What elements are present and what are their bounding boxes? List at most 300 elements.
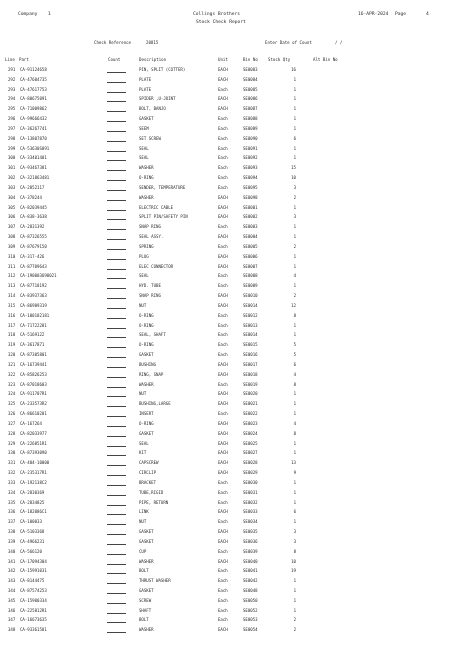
count-entry-line[interactable] [107,328,126,329]
unit-of-measure: EACH [218,253,228,259]
unit-of-measure: Each [218,283,228,289]
part-description: CIRCLIP [139,470,157,476]
count-entry-line[interactable] [107,278,126,279]
count-entry-line[interactable] [107,357,126,358]
bin-number: SE0095 [243,184,258,190]
count-entry-line[interactable] [107,396,126,397]
line-number: 292 [8,76,16,82]
part-description: NUT [139,519,147,525]
unit-of-measure: EACH [218,293,228,299]
part-description: GASKET [139,430,154,436]
unit-of-measure: EACH [218,391,228,397]
count-entry-line[interactable] [107,121,126,122]
line-number: 309 [8,243,16,249]
count-entry-line[interactable] [107,583,126,584]
stock-quantity: 1 [293,401,296,407]
unit-of-measure: Each [218,587,228,593]
line-number: 293 [8,86,16,92]
unit-of-measure: Each [218,322,228,328]
count-entry-line[interactable] [107,593,126,594]
part-description: WASHER [139,165,154,171]
line-number: 311 [8,263,16,269]
bin-number: SE0018 [243,371,258,377]
line-number: 315 [8,302,16,308]
stock-quantity: 1 [293,86,296,92]
part-description: O-RING [139,312,154,318]
count-entry-line[interactable] [107,524,126,525]
table-row [0,370,469,380]
bin-number: SE0091 [243,145,258,151]
count-entry-line[interactable] [107,288,126,289]
unit-of-measure: Each [218,597,228,603]
count-entry-line[interactable] [107,318,126,319]
count-entry-line[interactable] [107,249,126,250]
count-entry-line[interactable] [107,514,126,515]
bin-number: SE0004 [243,234,258,240]
unit-of-measure: Each [218,489,228,495]
line-number: 296 [8,116,16,122]
part-number: CA-87305801 [20,352,47,358]
table-row [0,360,469,370]
line-number: 317 [8,322,16,328]
unit-of-measure: EACH [218,214,228,220]
stock-quantity: 13 [291,460,296,466]
stock-quantity: 1 [293,440,296,446]
count-entry-line[interactable] [107,131,126,132]
table-row [0,537,469,547]
part-description: BUSHING,LARGE [139,401,171,407]
part-number: CA-167264 [20,420,42,426]
part-number: CA-15991031 [20,568,47,574]
part-description: BOLT [139,568,149,574]
stock-quantity: 10 [291,558,296,564]
part-number: CA-86610201 [20,411,47,417]
table-row [0,183,469,193]
bin-number: SE0054 [243,627,258,633]
unit-of-measure: EACH [218,302,228,308]
part-description: SPLIT PIN/SAFETY PIN [139,214,188,220]
unit-of-measure: Each [218,617,228,623]
date-entry-placeholder: / / [335,40,343,45]
unit-of-measure: Each [218,155,228,161]
count-entry-line[interactable] [107,72,126,73]
count-entry-line[interactable] [107,613,126,614]
count-entry-line[interactable] [107,259,126,260]
part-number: CA-16673635 [20,617,47,623]
unit-of-measure: Each [218,145,228,151]
unit-of-measure: Each [218,499,228,505]
count-entry-line[interactable] [107,82,126,83]
stock-quantity: 8 [293,381,296,387]
unit-of-measure: Each [218,184,228,190]
part-number: CA-2834825 [20,499,45,505]
table-row [0,488,469,498]
part-number: CA-13807870 [20,135,47,141]
line-number: 341 [8,558,16,564]
table-row [0,134,469,144]
count-entry-line[interactable] [107,632,126,633]
count-entry-line[interactable] [107,406,126,407]
report-date: 16-APR-2024 [358,12,389,17]
line-number: 302 [8,175,16,181]
stock-quantity: 1 [293,234,296,240]
line-number: 314 [8,293,16,299]
stock-quantity: 2 [293,627,296,633]
check-reference-label: Check Reference [94,40,131,45]
part-description: RING, SNAP [139,371,164,377]
part-description: GASKET [139,587,154,593]
line-number: 321 [8,361,16,367]
part-description: CAPSCREW [139,460,159,466]
count-entry-line[interactable] [107,160,126,161]
count-entry-line[interactable] [107,101,126,102]
part-description: SHAFT [139,607,152,613]
part-description: WASHER [139,194,154,200]
part-number: CA-47617753 [20,86,47,92]
table-row [0,350,469,360]
bin-number: SE0027 [243,450,258,456]
part-description: INSERT [139,411,154,417]
count-entry-line[interactable] [107,475,126,476]
count-entry-line[interactable] [107,485,126,486]
count-entry-line[interactable] [107,465,126,466]
table-row [0,419,469,429]
unit-of-measure: EACH [218,371,228,377]
line-number: 300 [8,155,16,161]
stock-quantity: 1 [293,587,296,593]
bin-number: SE0017 [243,361,258,367]
table-row [0,271,469,281]
bin-number: SE0032 [243,499,258,505]
table-row [0,173,469,183]
report-title: Stock Check Report [196,20,246,25]
stock-quantity: 1 [293,224,296,230]
count-entry-line[interactable] [107,170,126,171]
bin-number: SE0088 [243,116,258,122]
stock-quantity: 6 [293,361,296,367]
company-number: 1 [48,12,51,17]
part-number: CA-566120 [20,548,42,554]
count-entry-line[interactable] [107,347,126,348]
part-description: O-RING [139,342,154,348]
part-description: HYD. TUBE [139,283,161,289]
table-row [0,163,469,173]
stock-quantity: 3 [293,538,296,544]
count-entry-line[interactable] [107,377,126,378]
part-number: CA-233573R2 [20,401,47,407]
bin-number: SE0042 [243,578,258,584]
part-number: CA-53630S891 [20,145,50,151]
unit-of-measure: EACH [218,627,228,633]
unit-of-measure: EACH [218,194,228,200]
line-number: 295 [8,106,16,112]
line-number: 308 [8,234,16,240]
part-number: CA-87709643 [20,263,47,269]
bin-number: SE0012 [243,312,258,318]
stock-quantity: 1 [293,499,296,505]
bin-number: SE0006 [243,253,258,259]
part-number: CA-2830369 [20,489,45,495]
line-number: 310 [8,253,16,259]
count-entry-line[interactable] [107,544,126,545]
table-row [0,448,469,458]
part-description: SEAL [139,145,149,151]
stock-quantity: 10 [291,175,296,181]
count-entry-line[interactable] [107,495,126,496]
count-entry-line[interactable] [107,151,126,152]
count-entry-line[interactable] [107,416,126,417]
bin-number: SE0039 [243,548,258,554]
unit-of-measure: Each [218,165,228,171]
table-row [0,340,469,350]
bin-number: SE0015 [243,342,258,348]
unit-of-measure: EACH [218,470,228,476]
stock-quantity: 2 [293,243,296,249]
table-row [0,212,469,222]
part-description: SNAP RING [139,293,161,299]
count-entry-line[interactable] [107,446,126,447]
part-number: CA-85826253 [20,371,47,377]
table-row [0,75,469,85]
part-number: CA-100182181 [20,312,50,318]
part-number: CA-15900334 [20,597,47,603]
count-entry-line[interactable] [107,367,126,368]
unit-of-measure: EACH [218,450,228,456]
part-number: CA-5103368 [20,529,45,534]
part-number: CA-190003698021 [20,273,57,279]
unit-of-measure: Each [218,86,228,92]
line-number: 304 [8,194,16,200]
count-entry-line[interactable] [107,180,126,181]
part-number: CA-87679150 [20,243,47,249]
unit-of-measure: Each [218,224,228,230]
check-reference-value: 20815 [146,40,159,45]
unit-of-measure: EACH [218,401,228,407]
line-number: 338 [8,529,16,534]
stock-quantity: 5 [293,342,296,348]
part-number: CA-2852117 [20,184,45,190]
count-entry-line[interactable] [107,200,126,201]
bin-number: SE0003 [243,224,258,230]
line-number: 319 [8,342,16,348]
table-row [0,399,469,409]
bin-number: SE0021 [243,401,258,407]
part-description: BOLT, BANJO [139,106,166,112]
part-number: CA-87574253 [20,587,47,593]
count-entry-line[interactable] [107,269,126,270]
part-number: CA-91124658 [20,67,47,72]
stock-quantity: 1 [293,607,296,613]
part-description: SNAP RING [139,224,161,230]
stock-quantity: 6 [293,509,296,515]
part-number: CA-93361581 [20,627,47,633]
count-entry-line[interactable] [107,337,126,338]
stock-quantity: 2 [293,617,296,623]
count-entry-line[interactable] [107,603,126,604]
page-number: 4 [426,12,429,17]
line-number: 333 [8,479,16,485]
count-entry-line[interactable] [107,534,126,535]
bin-number: SE0031 [243,489,258,495]
line-number: 332 [8,470,16,476]
table-row [0,301,469,311]
line-number: 306 [8,214,16,220]
part-number: CA-182086C1 [20,509,47,515]
count-entry-line[interactable] [107,573,126,574]
part-number: CA-226851R1 [20,440,47,446]
column-header-unit: Unit [218,57,228,62]
stock-quantity: 6 [293,135,296,141]
bin-number: SE0052 [243,607,258,613]
part-description: TUBE,RIGID [139,489,164,495]
line-number: 294 [8,96,16,102]
part-number: CA-17094304 [20,558,47,564]
part-number: CA-8144475 [20,578,45,584]
stock-quantity: 4 [293,420,296,426]
count-entry-line[interactable] [107,219,126,220]
unit-of-measure: Each [218,411,228,417]
unit-of-measure: EACH [218,420,228,426]
bin-number: SE0020 [243,391,258,397]
line-number: 298 [8,135,16,141]
count-entry-line[interactable] [107,426,126,427]
stock-quantity: 1 [293,450,296,456]
count-entry-line[interactable] [107,210,126,211]
table-row [0,252,469,262]
table-row [0,586,469,596]
stock-quantity: 16 [291,67,296,72]
bin-number: SE0010 [243,293,258,299]
stock-quantity: 4 [293,273,296,279]
count-entry-line[interactable] [107,308,126,309]
count-entry-line[interactable] [107,622,126,623]
part-description: O-RING [139,420,154,426]
stock-quantity: 3 [293,214,296,220]
bin-number: SE0089 [243,125,258,131]
line-number: 316 [8,312,16,318]
part-number: CA-82033977 [20,430,47,436]
table-row [0,380,469,390]
bin-number: SE0028 [243,460,258,466]
count-entry-line[interactable] [107,387,126,388]
table-row [0,321,469,331]
table-row [0,193,469,203]
bin-number: SE0050 [243,597,258,603]
count-entry-line[interactable] [107,92,126,93]
line-number: 324 [8,391,16,397]
stock-quantity: 3 [293,529,296,534]
part-number: CA-71009862 [20,106,47,112]
bin-number: SE0086 [243,96,258,102]
part-number: CA-87393090 [20,450,47,456]
count-entry-line[interactable] [107,554,126,555]
table-row [0,65,469,75]
bin-number: SE0083 [243,67,258,72]
part-description: SPIDER ,U-JOINT [139,96,176,102]
part-number: CA-47604735 [20,76,47,82]
bin-number: SE0016 [243,352,258,358]
count-entry-line[interactable] [107,455,126,456]
table-row [0,566,469,576]
bin-number: SE0092 [243,155,258,161]
part-description: WASHER [139,558,154,564]
count-entry-line[interactable] [107,505,126,506]
unit-of-measure: Each [218,273,228,279]
part-number: CA-83937363 [20,293,47,299]
part-description: SCREW [139,597,152,603]
stock-quantity: 1 [293,125,296,131]
table-row [0,527,469,537]
part-number: CA-3617871 [20,342,45,348]
unit-of-measure: EACH [218,361,228,367]
unit-of-measure: Each [218,116,228,122]
stock-quantity: 1 [293,411,296,417]
stock-quantity: 2 [293,194,296,200]
line-number: 348 [8,627,16,633]
line-number: 343 [8,578,16,584]
table-row [0,389,469,399]
bin-number: SE0014 [243,302,258,308]
count-entry-line[interactable] [107,190,126,191]
count-entry-line[interactable] [107,111,126,112]
part-description: SEAL [139,155,149,161]
count-entry-line[interactable] [107,239,126,240]
part-number: CA-2831392 [20,224,45,230]
part-number: CA-80675091 [20,96,47,102]
unit-of-measure: Each [218,381,228,387]
unit-of-measure: Each [218,125,228,131]
unit-of-measure: Each [218,135,228,141]
count-entry-line[interactable] [107,141,126,142]
bin-number: SE0002 [243,214,258,220]
count-entry-line[interactable] [107,229,126,230]
stock-quantity: 1 [293,155,296,161]
page-label: Page [395,12,407,17]
line-number: 327 [8,420,16,426]
line-number: 299 [8,145,16,151]
part-description: CUP [139,548,147,554]
unit-of-measure: Each [218,519,228,525]
bin-number: SE0029 [243,470,258,476]
part-number: CA-404-10000 [20,460,50,466]
unit-of-measure: EACH [218,460,228,466]
column-header-count: Count [108,57,121,62]
bin-number: SE0022 [243,411,258,417]
table-row [0,85,469,95]
count-entry-line[interactable] [107,436,126,437]
table-row [0,557,469,567]
line-number: 297 [8,125,16,131]
part-description: ELEC CONNECTOR [139,263,174,269]
part-description: KIT [139,450,147,456]
table-row [0,439,469,449]
bin-number: SE0013 [243,322,258,328]
bin-number: SE0008 [243,273,258,279]
bin-number: SE0035 [243,529,258,534]
table-row [0,104,469,114]
part-description: GASKET [139,529,154,534]
part-description: WASHER [139,381,154,387]
part-description: O-RING [139,175,154,181]
count-entry-line[interactable] [107,298,126,299]
line-number: 339 [8,538,16,544]
unit-of-measure: Each [218,568,228,574]
bin-number: SE0030 [243,479,258,485]
line-number: 320 [8,352,16,358]
unit-of-measure: EACH [218,67,228,72]
line-number: 312 [8,273,16,279]
count-entry-line[interactable] [107,564,126,565]
